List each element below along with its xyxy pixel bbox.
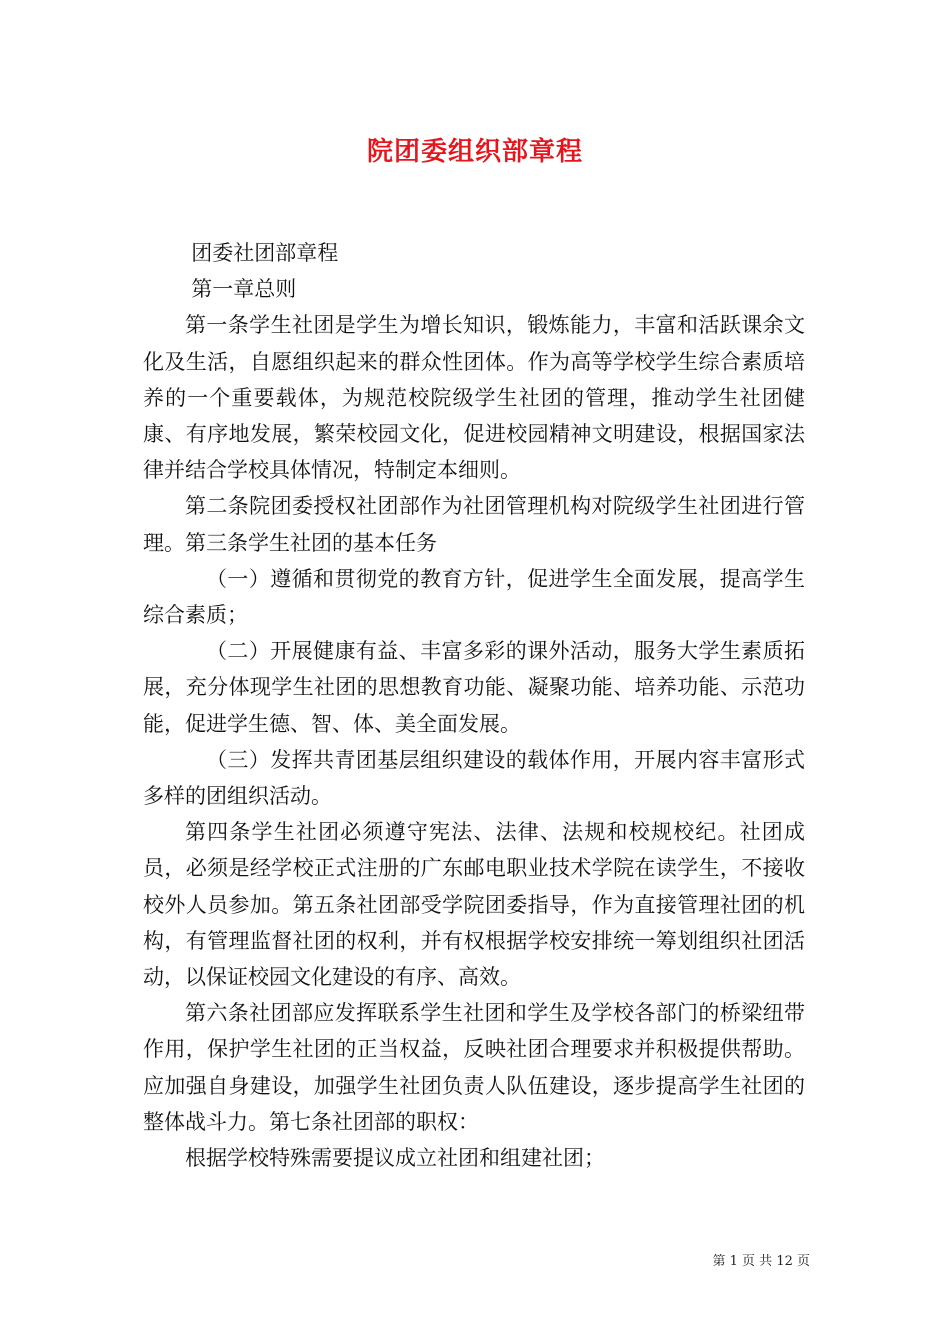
paragraph: （一）遵循和贯彻党的教育方针，促进学生全面发展，提高学生综合素质； (143, 566, 805, 628)
section-heading: 团委社团部章程 (191, 241, 339, 265)
document-body (143, 235, 805, 1176)
chapter-heading: 第一章总则 (191, 277, 297, 302)
page-number: 第 1 页 共 12 页 (712, 1254, 810, 1269)
paragraph: 根据学校特殊需要提议成立社团和组建社团； (185, 1146, 605, 1171)
paragraph: 第四条学生社团必须遵守宪法、法律、法规和校规校纪。社团成员，必须是经学校正式注册的广东邮电职业技术学院在读学生，不接收校外人员参加。第五条社团部受学院团委指导，作为直接管理社团的机构，有管理监督社团的权利，并有权根据学校安排统一筹划组织社团活动，以保证校园文化建设的有序、高效。 (143, 820, 805, 990)
paragraph: （二）开展健康有益、丰富多彩的课外活动，服务大学生素质拓展，充分体现学生社团的思想教育功能、凝聚功能、培养功能、示范功能，促进学生德、智、体、美全面发展。 (143, 639, 805, 736)
document-title: 院团委组织部章程 (366, 137, 583, 167)
paragraph: （三）发挥共青团基层组织建设的载体作用，开展内容丰富形式多样的团组织活动。 (143, 747, 805, 809)
paragraph: 第一条学生社团是学生为增长知识，锻炼能力，丰富和活跃课余文化及生活，自愿组织起来的群众性团体。作为高等学校学生综合素质培养的一个重要载体，为规范校院级学生社团的管理，推动学生社团健康、有序地发展，繁荣校园文化，促进校园精神文明建设，根据国家法律并结合学校具体情况，特制定本细则。 (143, 313, 805, 483)
paragraph: 第二条院团委授权社团部作为社团管理机构对院级学生社团进行管理。第三条学生社团的基本任务 (143, 494, 805, 555)
paragraph: 第六条社团部应发挥联系学生社团和学生及学校各部门的桥梁纽带作用，保护学生社团的正当权益，反映社团合理要求并积极提供帮助。应加强自身建设，加强学生社团负责人队伍建设，逐步提高学生社团的整体战斗力。第七条社团部的职权： (143, 1001, 805, 1134)
